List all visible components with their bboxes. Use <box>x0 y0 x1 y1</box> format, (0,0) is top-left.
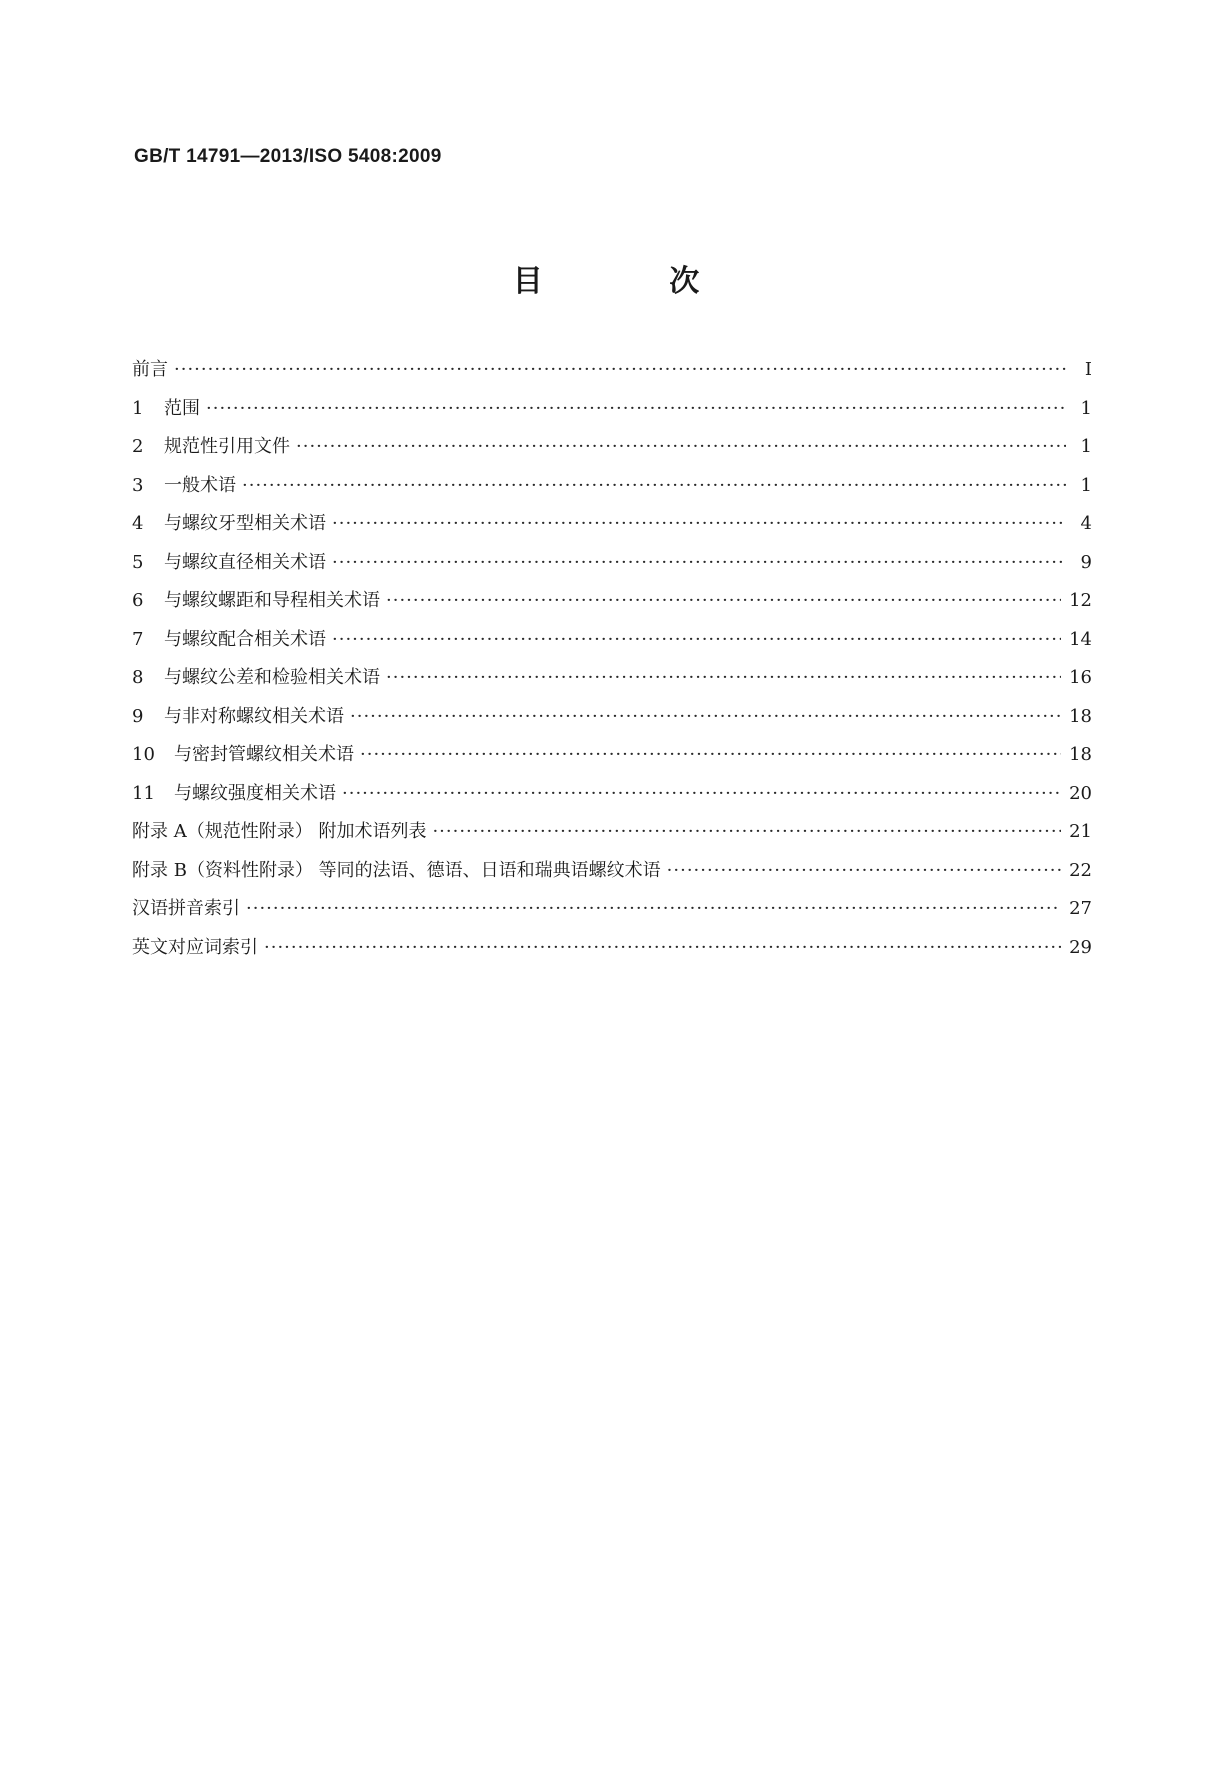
toc-entry-text: 与螺纹强度相关术语 <box>174 782 336 804</box>
toc-entry-label <box>132 702 350 728</box>
toc-entry-text: 一般术语 <box>164 474 236 496</box>
toc-entry-text: 附录 A（规范性附录） 附加术语列表 <box>132 821 427 842</box>
toc-entry-page: 21 <box>1069 821 1092 842</box>
toc-leader-dots <box>386 590 1061 611</box>
toc-leader-dots <box>174 359 1066 380</box>
toc-entry-number: 8 <box>132 667 144 688</box>
toc-entry-label <box>132 471 242 497</box>
toc-leader-dots <box>242 475 1066 496</box>
toc-entry-label <box>132 779 342 805</box>
toc-entry[interactable] <box>132 355 1092 394</box>
toc-entry-label <box>132 509 332 535</box>
toc-leader-dots <box>206 398 1066 419</box>
toc-entry-text: 范围 <box>164 397 200 419</box>
toc-leader-dots <box>342 783 1061 804</box>
toc-entry-page: 22 <box>1069 859 1092 881</box>
toc-entry-page: 16 <box>1069 667 1092 688</box>
toc-entry-label <box>132 856 667 882</box>
toc-leader-dots <box>332 552 1066 573</box>
toc-entry-number: 9 <box>132 705 144 727</box>
toc-entry-page: 4 <box>1080 513 1092 534</box>
table-of-contents <box>132 355 1092 971</box>
toc-entry-text: 汉语拼音索引 <box>132 898 240 919</box>
toc-entry-text: 前言 <box>132 359 168 380</box>
toc-entry[interactable] <box>132 586 1092 625</box>
toc-entry-label <box>132 394 206 420</box>
toc-title: 目 次 <box>512 264 758 299</box>
toc-entry[interactable] <box>132 625 1092 664</box>
toc-entry-number: 7 <box>132 628 144 650</box>
toc-leader-dots <box>667 860 1061 881</box>
toc-entry[interactable] <box>132 702 1092 741</box>
toc-entry-page: 12 <box>1069 590 1092 611</box>
toc-entry-number: 11 <box>132 782 155 804</box>
toc-entry-text: 与螺纹直径相关术语 <box>164 551 326 573</box>
toc-leader-dots <box>350 706 1061 727</box>
toc-leader-dots <box>264 937 1061 958</box>
toc-leader-dots <box>386 667 1061 688</box>
toc-entry-label <box>132 586 386 612</box>
toc-entry-number: 4 <box>132 513 144 534</box>
toc-entry-label <box>132 355 174 381</box>
toc-entry-page: I <box>1084 359 1092 380</box>
toc-entry-label <box>132 817 432 843</box>
toc-entry[interactable] <box>132 432 1092 471</box>
toc-entry-text: 英文对应词索引 <box>132 936 258 958</box>
toc-entry[interactable] <box>132 663 1092 702</box>
toc-entry[interactable] <box>132 779 1092 818</box>
toc-entry[interactable] <box>132 817 1092 856</box>
toc-entry-number: 10 <box>132 744 155 765</box>
toc-entry-page: 1 <box>1080 436 1092 457</box>
toc-entry-label <box>132 625 332 651</box>
toc-leader-dots <box>332 513 1066 534</box>
toc-entry-number: 6 <box>132 590 144 611</box>
toc-entry[interactable] <box>132 740 1092 779</box>
toc-entry[interactable] <box>132 471 1092 510</box>
toc-entry-text: 与非对称螺纹相关术语 <box>164 705 344 727</box>
toc-entry[interactable] <box>132 548 1092 587</box>
toc-leader-dots <box>332 629 1061 650</box>
toc-leader-dots <box>360 744 1061 765</box>
toc-entry-number: 1 <box>132 397 144 419</box>
toc-entry-page: 1 <box>1080 397 1092 419</box>
toc-entry[interactable] <box>132 856 1092 895</box>
toc-entry-label <box>132 432 296 458</box>
toc-entry-label <box>132 894 246 920</box>
toc-entry-page: 29 <box>1069 936 1092 958</box>
toc-entry-number: 5 <box>132 551 144 573</box>
toc-entry-text: 与螺纹牙型相关术语 <box>164 513 326 534</box>
toc-entry-text: 附录 B（资料性附录） 等同的法语、德语、日语和瑞典语螺纹术语 <box>132 859 661 881</box>
toc-leader-dots <box>432 821 1061 842</box>
toc-entry-text: 与螺纹螺距和导程相关术语 <box>164 590 380 611</box>
toc-leader-dots <box>296 436 1066 457</box>
toc-entry-page: 18 <box>1069 705 1092 727</box>
toc-entry-number: 3 <box>132 474 144 496</box>
standard-number: GB/T 14791—2013/ISO 5408:2009 <box>134 146 442 167</box>
toc-entry-page: 20 <box>1069 782 1092 804</box>
toc-entry-text: 与密封管螺纹相关术语 <box>174 744 354 765</box>
toc-leader-dots <box>246 898 1061 919</box>
toc-entry-text: 与螺纹配合相关术语 <box>164 628 326 650</box>
toc-entry[interactable] <box>132 933 1092 972</box>
toc-entry-page: 1 <box>1080 474 1092 496</box>
toc-entry-page: 9 <box>1080 551 1092 573</box>
toc-entry-page: 27 <box>1069 898 1092 919</box>
toc-entry-label <box>132 663 386 689</box>
toc-entry-text: 规范性引用文件 <box>164 436 290 457</box>
toc-entry-number: 2 <box>132 436 144 457</box>
toc-entry-label <box>132 548 332 574</box>
toc-entry-label <box>132 740 360 766</box>
toc-entry-text: 与螺纹公差和检验相关术语 <box>164 667 380 688</box>
toc-entry-page: 14 <box>1069 628 1092 650</box>
toc-entry[interactable] <box>132 509 1092 548</box>
toc-entry[interactable] <box>132 394 1092 433</box>
toc-entry-label <box>132 933 264 959</box>
toc-entry-page: 18 <box>1069 744 1092 765</box>
toc-entry[interactable] <box>132 894 1092 933</box>
